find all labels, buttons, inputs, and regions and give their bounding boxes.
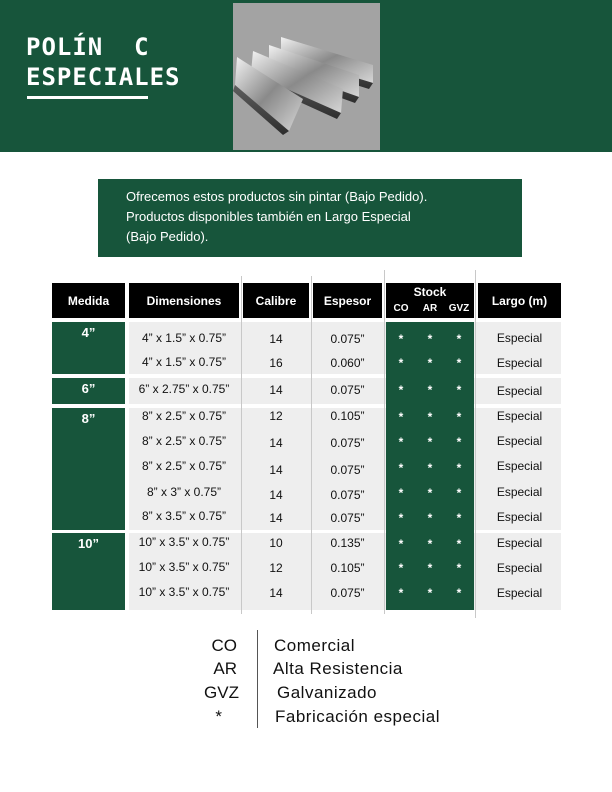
cell-largo: Especial [496, 485, 543, 499]
group-medida-6 [52, 378, 125, 404]
cell-espesor: 0.075” [330, 511, 365, 525]
cell-calibre: 14 [269, 586, 283, 600]
cell-gvz: * [456, 435, 462, 449]
column-divider [384, 270, 385, 614]
info-line-3: (Bajo Pedido). [126, 229, 209, 244]
legend-code-gvz: GVZ [204, 683, 239, 702]
cell-largo: Especial [496, 536, 543, 550]
header-calibre: Calibre [243, 283, 309, 318]
cell-co: * [398, 332, 404, 346]
cell-gvz: * [456, 486, 462, 500]
cell-gvz: * [456, 511, 462, 525]
header-medida: Medida [52, 283, 125, 318]
cell-largo: Especial [496, 510, 543, 524]
cell-co: * [398, 511, 404, 525]
purlins-illustration [233, 3, 380, 150]
group-medida-8 [52, 408, 125, 530]
header-stock-title: Stock [413, 285, 447, 299]
info-line-1: Ofrecemos estos productos sin pintar (Bajo Pedido). [126, 189, 428, 204]
steel-c-purlins-photo [233, 3, 380, 150]
cell-gvz: * [456, 332, 462, 346]
info-box [98, 179, 522, 257]
cell-largo: Especial [496, 356, 543, 370]
cell-ar: * [427, 511, 433, 525]
cell-calibre: 14 [269, 436, 283, 450]
info-line-2: Productos disponibles también en Largo Especial [126, 209, 411, 224]
cell-largo: Especial [496, 331, 543, 345]
cell-largo: Especial [496, 434, 543, 448]
header-dimensiones: Dimensiones [129, 283, 239, 318]
cell-dimensiones: 10” x 3.5” x 0.75” [138, 535, 230, 549]
legend-code-co: CO [211, 636, 237, 655]
cell-ar: * [427, 486, 433, 500]
cell-espesor: 0.075” [330, 383, 365, 397]
column-divider [311, 276, 312, 614]
page-title [26, 32, 181, 92]
cell-gvz: * [456, 537, 462, 551]
cell-calibre: 16 [269, 356, 283, 370]
group-label: 10” [78, 536, 99, 551]
header-banner [0, 0, 612, 152]
cell-co: * [398, 586, 404, 600]
header-stock [386, 283, 474, 318]
cell-dimensiones: 8” x 2.5” x 0.75” [141, 459, 227, 473]
cell-calibre: 14 [269, 488, 283, 502]
cell-dimensiones: 4” x 1.5” x 0.75” [141, 331, 227, 345]
cell-co: * [398, 383, 404, 397]
cell-largo: Especial [496, 459, 543, 473]
cell-calibre: 14 [269, 332, 283, 346]
cell-ar: * [427, 537, 433, 551]
cell-dimensiones: 4” x 1.5” x 0.75” [141, 355, 227, 369]
cell-ar: * [427, 383, 433, 397]
title-underline [27, 96, 148, 99]
cell-co: * [398, 410, 404, 424]
group-medida-4 [52, 322, 125, 374]
cell-dimensiones: 8” x 2.5” x 0.75” [141, 434, 227, 448]
cell-ar: * [427, 332, 433, 346]
legend-desc-co: Comercial [274, 636, 356, 655]
header-espesor: Espesor [313, 283, 382, 318]
cell-gvz: * [456, 383, 462, 397]
cell-co: * [398, 461, 404, 475]
cell-calibre: 12 [269, 409, 283, 423]
cell-ar: * [427, 561, 433, 575]
header-largo: Largo (m) [478, 283, 561, 318]
cell-espesor: 0.075” [330, 332, 365, 346]
cell-ar: * [427, 461, 433, 475]
cell-ar: * [427, 586, 433, 600]
cell-gvz: * [456, 561, 462, 575]
cell-calibre: 10 [269, 536, 283, 550]
cell-calibre: 14 [269, 463, 283, 477]
header-co: CO [393, 303, 409, 314]
cell-espesor: 0.105” [330, 561, 365, 575]
cell-largo: Especial [496, 586, 543, 600]
cell-co: * [398, 356, 404, 370]
cell-co: * [398, 486, 404, 500]
cell-ar: * [427, 435, 433, 449]
column-divider [241, 276, 242, 614]
cell-co: * [398, 435, 404, 449]
cell-dimensiones: 8” x 3” x 0.75” [146, 485, 222, 499]
cell-co: * [398, 537, 404, 551]
cell-ar: * [427, 410, 433, 424]
title-line-1: POLÍN C [26, 33, 150, 61]
header-ar: AR [422, 303, 438, 314]
legend-desc-ar: Alta Resistencia [273, 659, 403, 678]
legend-desc-gvz: Galvanizado [277, 683, 378, 702]
cell-gvz: * [456, 410, 462, 424]
cell-espesor: 0.060” [330, 356, 365, 370]
group-label: 6” [81, 381, 96, 396]
cell-calibre: 14 [269, 511, 283, 525]
cell-calibre: 12 [269, 561, 283, 575]
cell-espesor: 0.075” [330, 463, 365, 477]
cell-espesor: 0.105” [330, 409, 365, 423]
column-divider [475, 270, 476, 618]
cell-largo: Especial [496, 409, 543, 423]
title-line-2: ESPECIALES [26, 63, 181, 91]
cell-largo: Especial [496, 561, 543, 575]
legend-divider [257, 630, 258, 728]
group-label: 8” [81, 411, 96, 426]
cell-gvz: * [456, 356, 462, 370]
cell-gvz: * [456, 461, 462, 475]
cell-espesor: 0.075” [330, 488, 365, 502]
cell-dimensiones: 6” x 2.75” x 0.75” [138, 382, 230, 396]
header-gvz: GVZ [448, 303, 470, 314]
cell-espesor: 0.075” [330, 586, 365, 600]
cell-gvz: * [456, 586, 462, 600]
legend-desc-star: Fabricación especial [275, 707, 440, 726]
cell-dimensiones: 10” x 3.5” x 0.75” [138, 585, 230, 599]
cell-largo: Especial [496, 384, 543, 398]
legend-code-star: * [215, 707, 222, 726]
cell-dimensiones: 10” x 3.5” x 0.75” [138, 560, 230, 574]
cell-espesor: 0.075” [330, 436, 365, 450]
group-label: 4” [81, 325, 96, 340]
cell-dimensiones: 8” x 3.5” x 0.75” [141, 509, 227, 523]
group-medida-10 [52, 533, 125, 610]
cell-dimensiones: 8” x 2.5” x 0.75” [141, 409, 227, 423]
cell-espesor: 0.135” [330, 536, 365, 550]
cell-co: * [398, 561, 404, 575]
cell-ar: * [427, 356, 433, 370]
legend-code-ar: AR [213, 659, 237, 678]
cell-calibre: 14 [269, 383, 283, 397]
